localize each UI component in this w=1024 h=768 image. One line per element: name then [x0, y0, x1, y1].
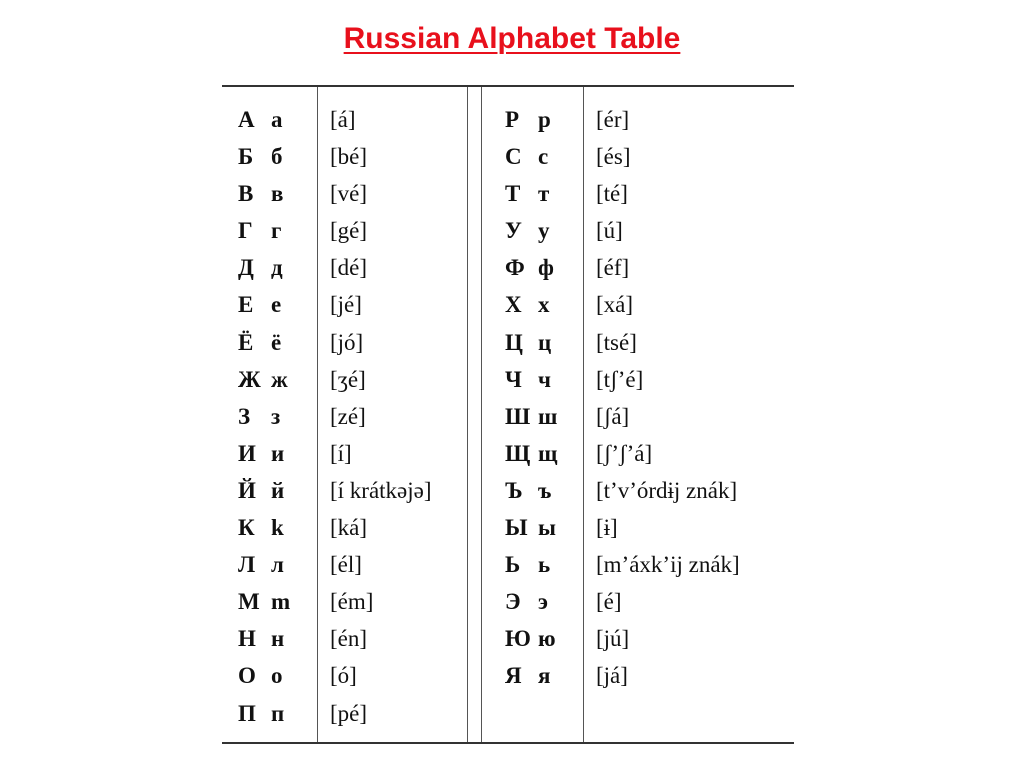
- letter-row: [238, 472, 290, 509]
- uppercase-letter: З: [238, 403, 251, 429]
- left-letters-column: [238, 101, 290, 732]
- letter-row: [238, 249, 290, 286]
- letter-row: [505, 175, 557, 212]
- lowercase-letter: ч: [538, 366, 551, 392]
- lowercase-letter: у: [538, 218, 550, 244]
- lowercase-letter: в: [271, 181, 284, 207]
- uppercase-letter: М: [238, 589, 260, 615]
- pronunciation: [í]: [330, 440, 352, 466]
- pronunciation: [zé]: [330, 403, 366, 429]
- uppercase-letter: С: [505, 144, 522, 170]
- lowercase-letter: k: [271, 515, 284, 541]
- lowercase-letter: л: [271, 552, 284, 578]
- letter-row: [238, 509, 290, 546]
- pronunciation: [ém]: [330, 589, 374, 615]
- lowercase-letter: ё: [271, 329, 282, 355]
- letter-row: [238, 695, 290, 732]
- lowercase-letter: а: [271, 107, 283, 132]
- letter-row: [505, 546, 557, 583]
- uppercase-letter: Й: [238, 477, 256, 503]
- pronunciation: [ká]: [330, 515, 368, 541]
- letter-row: [505, 249, 557, 286]
- letter-row: [505, 435, 557, 472]
- uppercase-letter: Ё: [238, 329, 254, 355]
- letter-row: [505, 509, 557, 546]
- lowercase-letter: ф: [538, 255, 554, 281]
- right-pronunciation-column: [596, 101, 740, 695]
- letter-row: [505, 101, 557, 138]
- pronunciation: [él]: [330, 552, 362, 578]
- lowercase-letter: ы: [538, 515, 556, 541]
- lowercase-letter: ш: [538, 403, 558, 429]
- lowercase-letter: т: [538, 181, 550, 207]
- lowercase-letter: ю: [538, 626, 556, 652]
- letter-row: [238, 435, 290, 472]
- letter-row: [238, 398, 290, 435]
- pronunciation: [ér]: [596, 107, 630, 132]
- letter-row: [505, 212, 557, 249]
- letter-row: [505, 620, 557, 657]
- lowercase-letter: ь: [538, 552, 551, 578]
- uppercase-letter: Ч: [505, 366, 522, 392]
- column-divider: [317, 87, 318, 742]
- letter-row: [238, 101, 290, 138]
- uppercase-letter: К: [238, 515, 255, 541]
- lowercase-letter: д: [271, 255, 283, 281]
- letter-row: [238, 620, 290, 657]
- page-title: Russian Alphabet Table: [343, 22, 681, 55]
- lowercase-letter: щ: [538, 440, 558, 466]
- letter-row: [238, 212, 290, 249]
- pronunciation: [és]: [596, 144, 631, 170]
- pronunciation: [jé]: [330, 292, 362, 318]
- pronunciation: [já]: [596, 663, 628, 689]
- uppercase-letter: Д: [238, 255, 254, 281]
- uppercase-letter: О: [238, 663, 256, 689]
- uppercase-letter: Р: [505, 107, 520, 132]
- uppercase-letter: Ю: [505, 626, 531, 652]
- letter-row: [505, 324, 557, 361]
- pronunciation: [én]: [330, 626, 368, 652]
- pronunciation: [ɨ]: [596, 515, 618, 541]
- lowercase-letter: г: [271, 218, 282, 244]
- pronunciation: [té]: [596, 181, 628, 207]
- uppercase-letter: У: [505, 218, 522, 244]
- lowercase-letter: я: [538, 663, 551, 689]
- lowercase-letter: б: [271, 144, 283, 170]
- uppercase-letter: А: [238, 107, 255, 132]
- pronunciation: [gé]: [330, 218, 368, 244]
- uppercase-letter: Э: [505, 589, 521, 615]
- uppercase-letter: Л: [238, 552, 256, 578]
- lowercase-letter: х: [538, 292, 550, 318]
- uppercase-letter: Я: [505, 663, 522, 689]
- lowercase-letter: з: [271, 403, 281, 429]
- pronunciation: [jú]: [596, 626, 630, 652]
- pronunciation: [m’áxk’ij znák]: [596, 552, 740, 578]
- uppercase-letter: И: [238, 440, 256, 466]
- letter-row: [238, 546, 290, 583]
- pronunciation: [jó]: [330, 329, 364, 355]
- lowercase-letter: ъ: [538, 477, 552, 503]
- lowercase-letter: р: [538, 107, 551, 132]
- pronunciation: [ʃ’ʃ’á]: [596, 440, 653, 466]
- pronunciation: [tsé]: [596, 329, 637, 355]
- right-letters-column: [505, 101, 557, 695]
- uppercase-letter: Х: [505, 292, 522, 318]
- uppercase-letter: Ш: [505, 403, 531, 429]
- left-pronunciation-column: [330, 101, 432, 732]
- letter-row: [238, 286, 290, 323]
- lowercase-letter: п: [271, 700, 285, 726]
- uppercase-letter: Н: [238, 626, 256, 652]
- pronunciation: [ú]: [596, 218, 623, 244]
- pronunciation: [ʒé]: [330, 366, 366, 392]
- letter-row: [505, 361, 557, 398]
- letter-row: [238, 657, 290, 694]
- uppercase-letter: Б: [238, 144, 254, 170]
- lowercase-letter: о: [271, 663, 283, 689]
- pronunciation: [é]: [596, 589, 622, 615]
- lowercase-letter: э: [538, 589, 548, 615]
- alphabet-table: [222, 85, 794, 744]
- uppercase-letter: Ь: [505, 552, 521, 578]
- column-divider: [583, 87, 584, 742]
- pronunciation: [vé]: [330, 181, 368, 207]
- lowercase-letter: m: [271, 589, 291, 615]
- uppercase-letter: Г: [238, 218, 253, 244]
- lowercase-letter: и: [271, 440, 285, 466]
- pronunciation: [dé]: [330, 255, 368, 281]
- letter-row: [505, 138, 557, 175]
- pronunciation: [xá]: [596, 292, 634, 318]
- column-divider: [481, 87, 482, 742]
- pronunciation: [ó]: [330, 663, 357, 689]
- letter-row: [505, 657, 557, 694]
- uppercase-letter: Ф: [505, 255, 525, 281]
- letter-row: [505, 286, 557, 323]
- pronunciation: [tʃ’é]: [596, 366, 644, 392]
- letter-row: [238, 175, 290, 212]
- letter-row: [505, 583, 557, 620]
- pronunciation: [ʃá]: [596, 403, 630, 429]
- pronunciation: [éf]: [596, 255, 630, 281]
- lowercase-letter: ц: [538, 329, 552, 355]
- uppercase-letter: Е: [238, 292, 254, 318]
- letter-row: [238, 138, 290, 175]
- lowercase-letter: й: [271, 477, 285, 503]
- pronunciation: [í krátkəjə]: [330, 477, 432, 503]
- lowercase-letter: ж: [271, 366, 288, 392]
- lowercase-letter: н: [271, 626, 285, 652]
- uppercase-letter: В: [238, 181, 254, 207]
- uppercase-letter: Ж: [238, 366, 261, 392]
- uppercase-letter: П: [238, 700, 256, 726]
- pronunciation: [pé]: [330, 700, 368, 726]
- uppercase-letter: Ъ: [505, 477, 523, 503]
- letter-row: [238, 361, 290, 398]
- letter-row: [238, 583, 290, 620]
- uppercase-letter: Ц: [505, 329, 523, 355]
- letter-row: [505, 472, 557, 509]
- pronunciation: [á]: [330, 107, 356, 132]
- letter-row: [505, 398, 557, 435]
- pronunciation: [bé]: [330, 144, 368, 170]
- column-divider: [467, 87, 468, 742]
- pronunciation: [t’v’órdɨj znák]: [596, 477, 738, 503]
- letter-row: [238, 324, 290, 361]
- uppercase-letter: Т: [505, 181, 521, 207]
- lowercase-letter: е: [271, 292, 282, 318]
- uppercase-letter: Щ: [505, 440, 531, 466]
- lowercase-letter: с: [538, 144, 549, 170]
- uppercase-letter: Ы: [505, 515, 528, 541]
